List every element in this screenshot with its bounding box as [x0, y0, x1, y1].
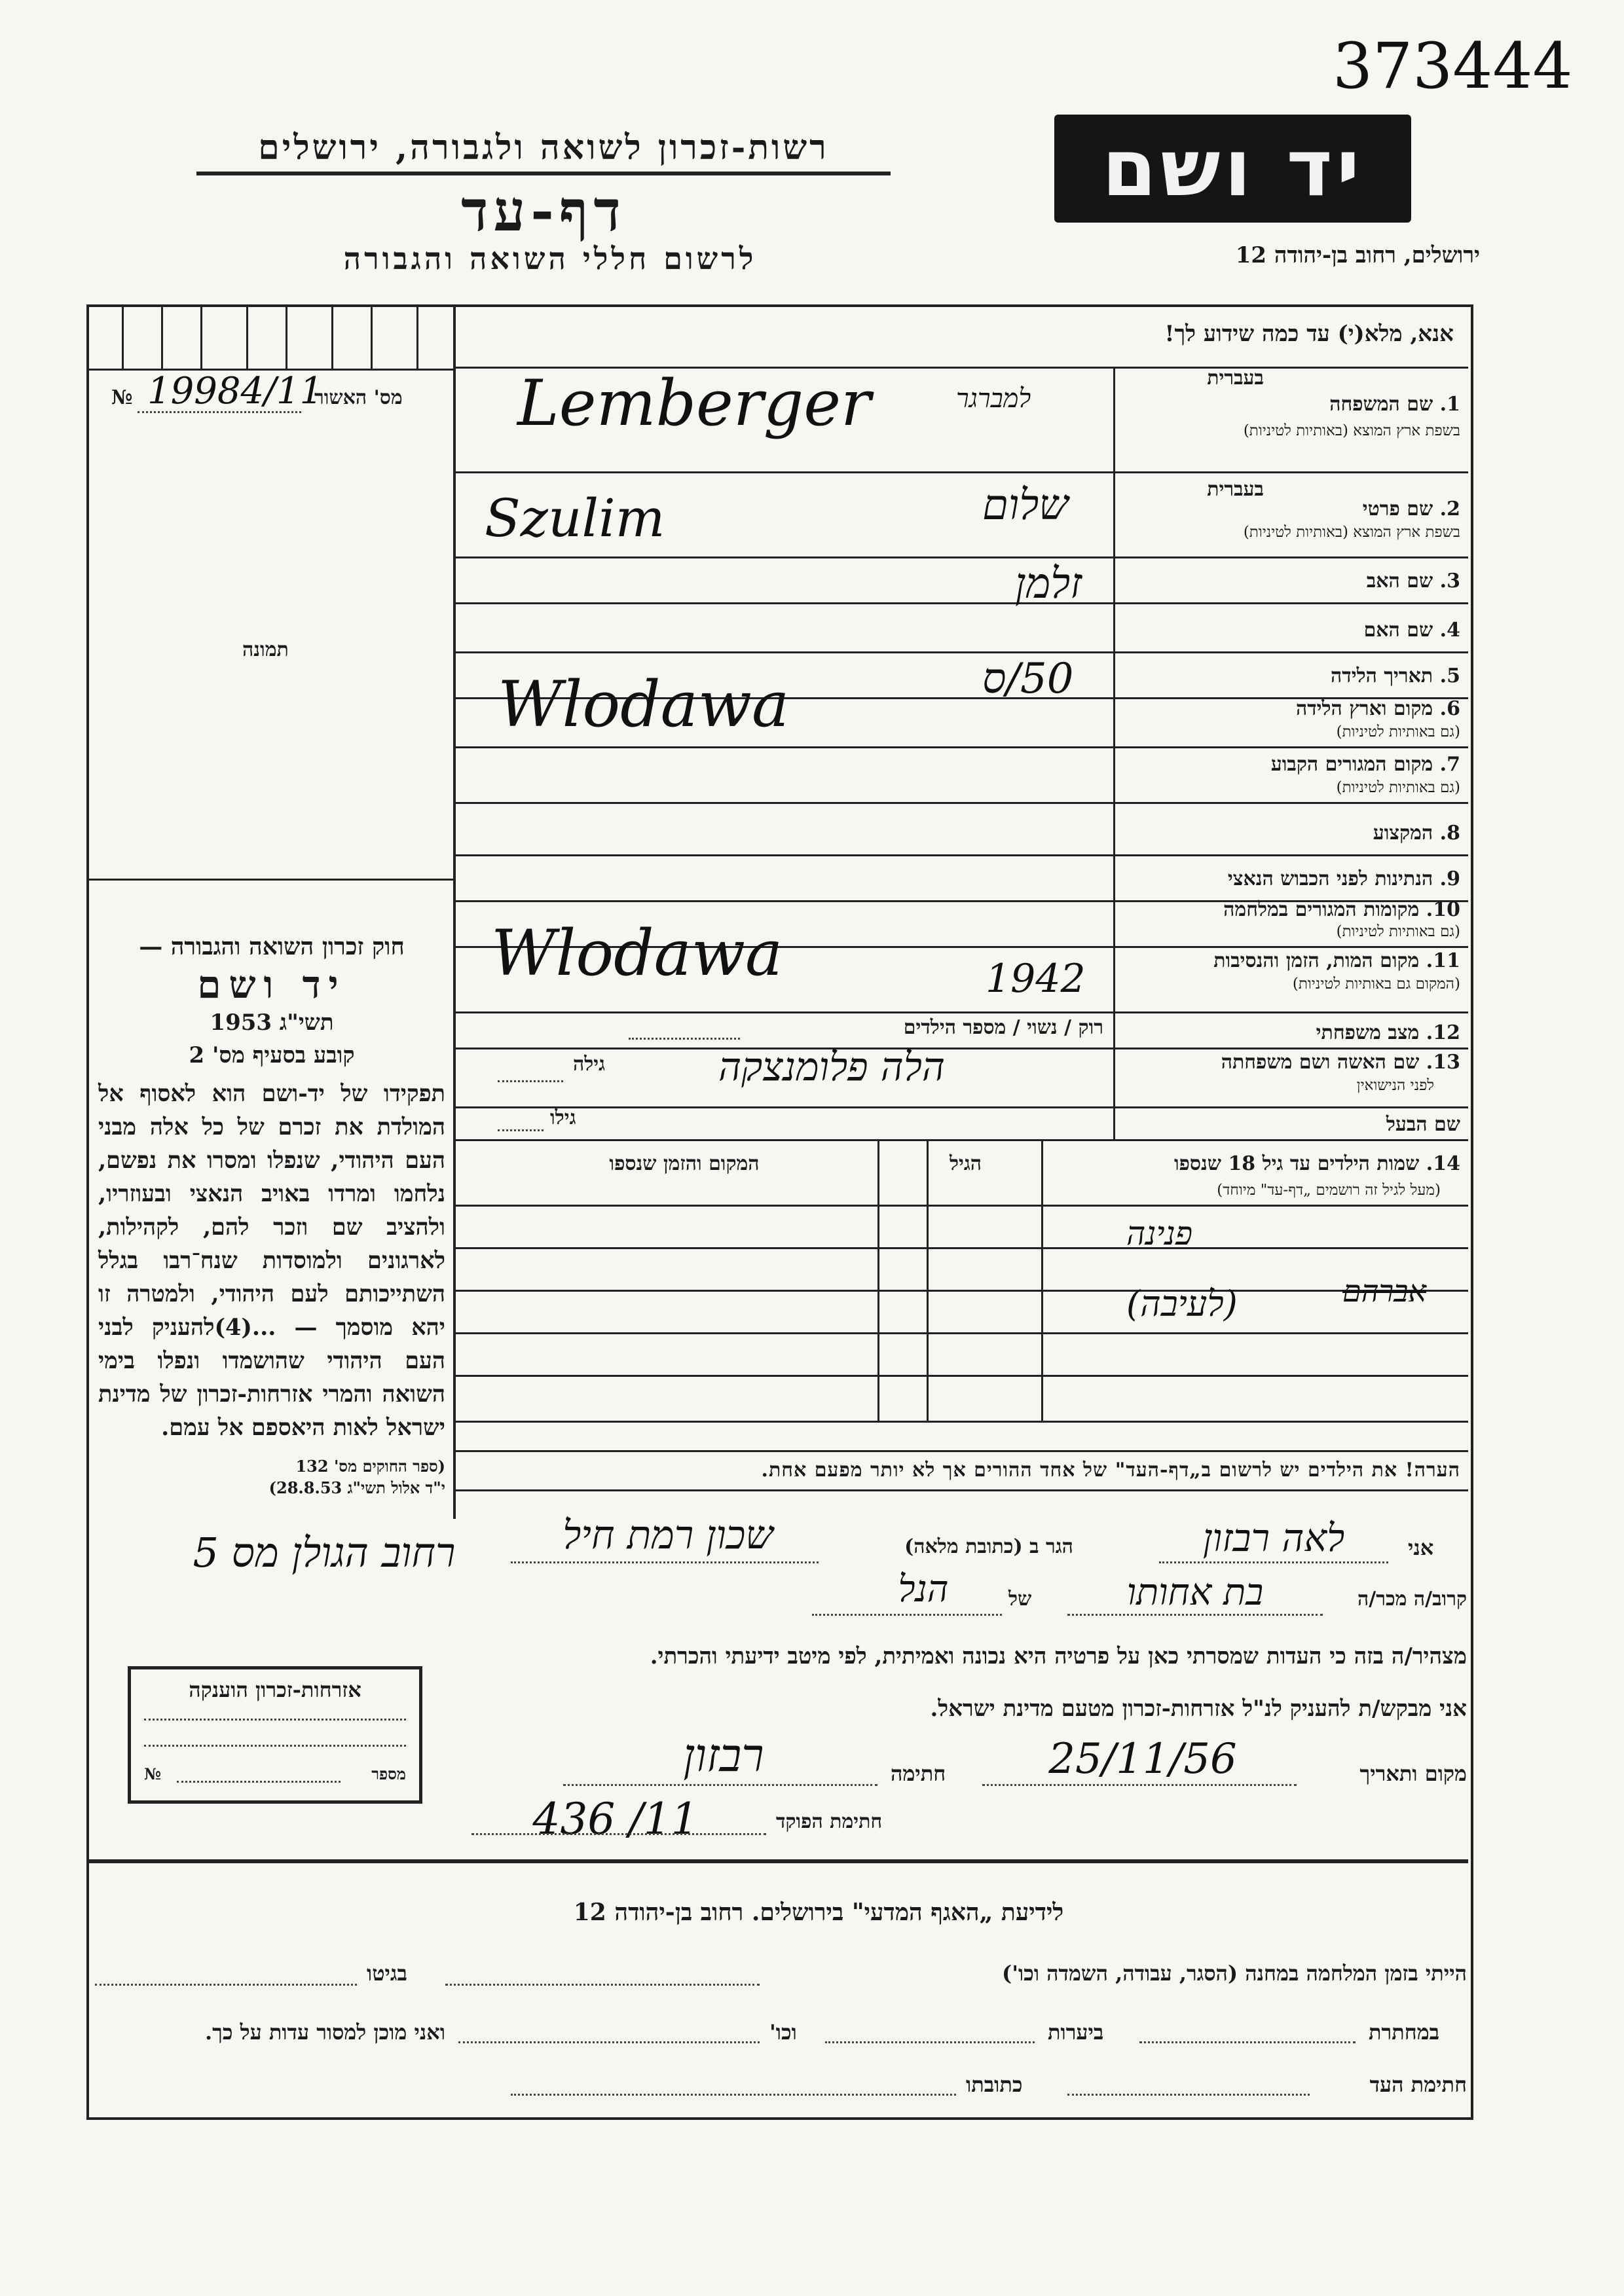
label-column-divider	[1113, 367, 1115, 1139]
intro-text: אנא, מלא(י) עד כמה שידוע לך!	[1164, 321, 1454, 347]
field-11-sub: (המקום גם באותיות לטיניות)	[1292, 975, 1460, 993]
law-section: קובע בסעיף מס' 2	[189, 1042, 355, 1068]
header-address: ירושלים, רחוב בן-יהודה 12	[1235, 242, 1480, 268]
logo-text: יד ושם	[1101, 123, 1364, 214]
decl-relation-2: הנל	[898, 1568, 949, 1611]
husband-label: שם הבעל	[1386, 1113, 1460, 1136]
field-3-num: 3.	[1439, 570, 1460, 592]
officer-signature: 436 /11	[532, 1794, 699, 1844]
field-4-num: 4.	[1439, 619, 1460, 642]
law-heading: חוק זכרון השואה והגבורה —	[139, 933, 405, 960]
field-7-label: מקום המגורים הקבוע	[1270, 753, 1433, 776]
bottom-etc: וכו'	[769, 2020, 797, 2045]
field-4-label: שם האם	[1363, 619, 1433, 642]
field-9-label: הנתינות לפני הכבוש הנאצי	[1227, 867, 1433, 890]
children-title: שמות הילדים עד גיל 18 שנספו	[1173, 1152, 1420, 1175]
decl-address: שכון רמת חיל	[563, 1512, 773, 1558]
first-name-latin: Szulim	[485, 488, 665, 549]
decl-request: אני מבקש/ת להעניק לנ"ל אזרחות-זכרון מטעם מדינת ישראל.	[930, 1696, 1467, 1722]
photo-box-bottom	[89, 879, 453, 881]
children-col-place: המקום והזמן שנספו	[609, 1152, 760, 1175]
field-1-lang: בעברית	[1207, 367, 1264, 390]
decl-lives-at: הגר ב (כתובת מלאה)	[904, 1535, 1073, 1558]
org-line: רשות-זכרון לשואה ולגבורה, ירושלים	[196, 128, 891, 175]
decl-relation: בת אחותו	[1126, 1571, 1264, 1614]
field-10-label: מקומות המגורים במלחמה	[1223, 898, 1420, 921]
birth-date: 50/ס	[982, 655, 1074, 703]
law-year: תשי"ג 1953	[210, 1010, 334, 1036]
decl-ani: אני	[1408, 1535, 1434, 1560]
citizenship-number-label: מספר	[371, 1764, 406, 1783]
field-13-sub: לפני הנישואין	[1356, 1077, 1434, 1094]
death-year: 1942	[986, 956, 1086, 1002]
yad-vashem-logo	[1054, 115, 1411, 223]
tick-boxes	[89, 307, 453, 370]
field-10-sub: (גם באותיות לטיניות)	[1336, 923, 1460, 940]
child-name-2: אברהם	[1342, 1273, 1427, 1309]
children-num: 14.	[1426, 1152, 1460, 1175]
field-6-sub: (גם באותיות לטיניות)	[1336, 723, 1460, 740]
field-5-label: תאריך הלידה	[1331, 665, 1433, 687]
father-name: זלמן	[1015, 560, 1082, 608]
field-1-num: 1.	[1439, 393, 1460, 416]
field-2-sub: בשפת ארץ המוצא (באותיות לטיניות)	[1243, 524, 1460, 541]
officer-sig-label: חתימת הפוקד	[776, 1810, 883, 1833]
note-text: הערה! את הילדים יש לרשום ב„דף-העד" של אחד ההורים אך לא יותר מפעם אחת.	[761, 1459, 1460, 1482]
field-5-num: 5.	[1439, 665, 1460, 687]
citizenship-box	[128, 1666, 422, 1804]
field-labels	[1120, 367, 1460, 1139]
form-subtitle: לרשום חללי השואה והגבורה	[343, 241, 757, 276]
approval-label: מס' האשור	[314, 386, 403, 409]
family-name-hebrew: למברגר	[956, 384, 1031, 414]
field-3-label: שם האב	[1366, 570, 1433, 592]
bottom-forests: ביערות	[1048, 2020, 1104, 2045]
bottom-line1: הייתי בזמן המלחמה במחנה (הסגר, עבודה, השמדה וכו')	[1002, 1961, 1467, 1986]
field-7-num: 7.	[1439, 753, 1460, 776]
field-12-num: 12.	[1426, 1021, 1460, 1044]
bottom-ready: ואני מוכן למסור עדות על כך.	[204, 2020, 445, 2045]
signature-label: חתימה	[891, 1761, 946, 1786]
field-11-num: 11.	[1426, 949, 1460, 972]
law-source: (ספר החוקים מס' 132	[295, 1457, 445, 1476]
approval-no-prefix: №	[111, 386, 133, 409]
field-6-num: 6.	[1439, 697, 1460, 720]
birth-place: Wlodawa	[498, 668, 790, 741]
decl-name: לאה רבזון	[1202, 1516, 1345, 1560]
age-col-divider	[927, 1139, 929, 1421]
citizenship-no-prefix: №	[144, 1764, 162, 1783]
form-title: דף-עד	[461, 178, 626, 244]
field-1-sub: בשפת ארץ המוצא (באותיות לטיניות)	[1243, 422, 1460, 439]
field-8-num: 8.	[1439, 822, 1460, 845]
bottom-heading: לידיעת „האגף המדעי" בירושלים. רחוב בן-יהודה 12	[573, 1899, 1064, 1926]
bottom-address-label: כתובתו	[966, 2072, 1023, 2097]
field-13-label: שם האשה ושם משפחתה	[1221, 1051, 1420, 1074]
children-col-age: הגיל	[950, 1152, 982, 1175]
children-label	[1048, 1152, 1460, 1175]
bottom-underground: במחתרת	[1369, 2020, 1440, 2045]
field-2-label: שם פרטי	[1362, 498, 1433, 520]
first-name-hebrew: שלום	[982, 481, 1069, 530]
place-date-label: מקום ותאריך	[1359, 1761, 1467, 1786]
bottom-ghetto: בגיטו	[367, 1961, 407, 1986]
death-place: Wlodawa	[491, 917, 783, 990]
approval-number: 19984/11	[147, 370, 323, 412]
children-col-divider	[1041, 1139, 1043, 1421]
field-8-label: המקצוע	[1373, 822, 1433, 845]
wife-name: הלה פלומנצקה	[718, 1044, 946, 1090]
law-source-date: י"ד אלול תשי"ג 28.8.53)	[268, 1478, 445, 1497]
field-7-sub: (גם באותיות לטיניות)	[1336, 779, 1460, 796]
decl-relative-label: קרוב/ה מכר/ה	[1357, 1588, 1467, 1611]
field-11-label: מקום המות, הזמן והנסיבות	[1213, 949, 1420, 972]
children-sub: (מעל לגיל זה רושמים „דף-עד" מיוחד)	[1217, 1182, 1441, 1199]
bottom-witness-sig: חתימת העד	[1369, 2072, 1467, 2097]
signature: רבזון	[683, 1728, 764, 1782]
child-name-1: פנינה	[1126, 1214, 1193, 1252]
field-2-lang: בעברית	[1207, 478, 1264, 501]
law-text: תפקידו של יד-ושם הוא לאסוף אל המולדת את זכרם של כל אלה מבני העם היהודי, שנפלו ומסרו את נפשם, נלחמו ומרדו באויב הנאצי ובעוזריו, ולהציב שם וזכר להם, לקהילות, לארגונים ולמוסדות שנח־רבו בגלל השתייכותם לעם היהודי, ולמטרה זו יהא מוסמך — ...(4)להעניק לבני העם היהודי שהושמדו ונפלו בימי השואה והמרי אזרחות-זכרון של מדינת ישראל לאות היאספם אל עמם.	[98, 1080, 445, 1441]
place-date: 25/11/56	[1048, 1735, 1237, 1783]
husband-age-label: גילו	[550, 1106, 576, 1129]
law-name: יד ושם	[197, 962, 346, 1007]
field-10-num: 10.	[1426, 898, 1460, 921]
field-1-label: שם המשפחה	[1329, 393, 1433, 416]
wife-age-label: גילה	[573, 1053, 606, 1076]
field-13-num: 13.	[1426, 1051, 1460, 1074]
archive-number: 373444	[1333, 29, 1573, 103]
citizenship-title: אזרחות-זכרון הוענקה	[189, 1677, 361, 1702]
decl-of: של	[1008, 1588, 1032, 1611]
marital-options: רוק / נשוי / מספר הילדים	[903, 1016, 1103, 1039]
bottom-divider	[89, 1859, 1468, 1863]
field-2-num: 2.	[1439, 498, 1460, 520]
child-name-3: (לעיבה)	[1126, 1283, 1238, 1324]
field-12-label: מצב משפחתי	[1316, 1021, 1420, 1044]
decl-address-2: רחוב הגולן מס 5	[193, 1529, 456, 1576]
decl-statement: מצהיר/ה בזה כי העדות שמסרתי כאן על פרטיה היא נכונה ואמיתית, לפי מיטב ידיעתי והכרתי.	[650, 1643, 1467, 1669]
left-column-divider	[453, 304, 456, 1519]
field-9-num: 9.	[1439, 867, 1460, 890]
photo-label: תמונה	[242, 638, 289, 661]
family-name-latin: Lemberger	[517, 367, 871, 440]
field-6-label: מקום וארץ הלידה	[1295, 697, 1433, 720]
